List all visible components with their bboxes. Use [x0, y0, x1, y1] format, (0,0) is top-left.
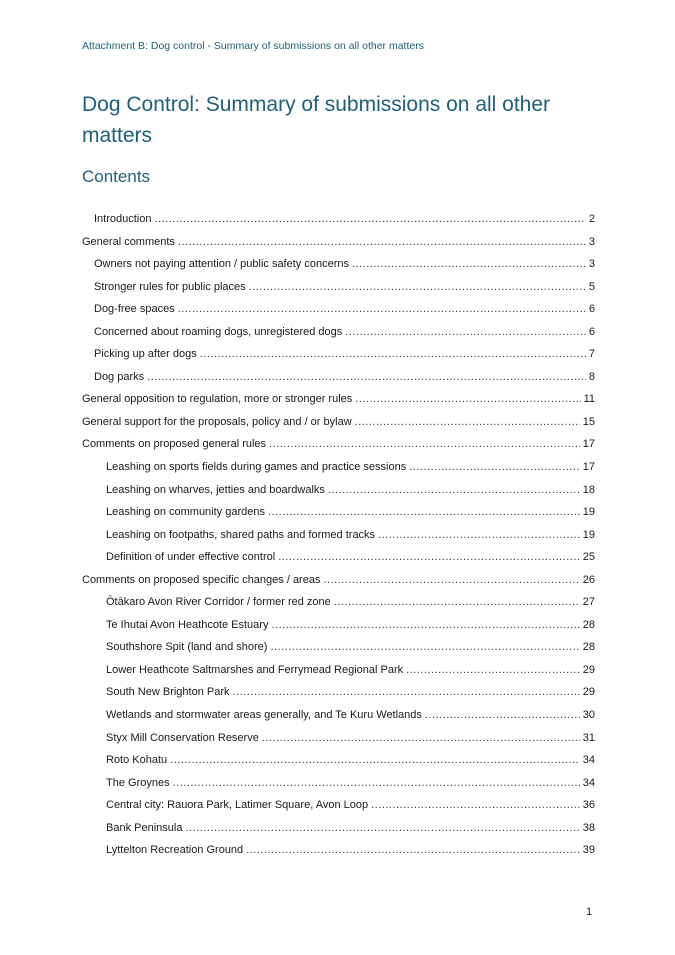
toc-dot-leader: [173, 777, 580, 789]
toc-entry-page: 19: [582, 528, 595, 541]
toc-entry-title: Leashing on footpaths, shared paths and formed tracks: [106, 528, 376, 541]
toc-entry-page: 17: [582, 438, 595, 451]
toc-entry-title: Southshore Spit (land and shore): [106, 641, 268, 654]
toc-entry-title: Central city: Rauora Park, Latimer Square, Avon Loop: [106, 799, 369, 812]
toc-entry[interactable]: [82, 416, 595, 439]
toc-entry[interactable]: [82, 754, 595, 777]
toc-dot-leader: [268, 506, 580, 518]
toc-entry[interactable]: [82, 822, 595, 845]
toc-entry-title: Stronger rules for public places: [94, 280, 246, 293]
toc-entry-title: Dog parks: [94, 370, 145, 383]
toc-entry-title: Leashing on wharves, jetties and boardwalks: [106, 483, 325, 496]
toc-entry-title: Leashing on sports fields during games and practice sessions: [106, 461, 407, 474]
toc-entry[interactable]: [82, 664, 595, 687]
toc-entry-page: 6: [588, 303, 595, 316]
toc-entry-page: 25: [582, 551, 595, 564]
page-number: 1: [586, 906, 593, 918]
toc-dot-leader: [154, 213, 585, 225]
toc-dot-leader: [170, 754, 580, 766]
toc-dot-leader: [371, 799, 580, 811]
toc-entry[interactable]: [82, 326, 595, 349]
toc-entry[interactable]: [82, 281, 595, 304]
toc-entry-page: 29: [582, 686, 595, 699]
toc-entry-title: General opposition to regulation, more or stronger rules: [82, 393, 353, 406]
toc-dot-leader: [352, 258, 586, 270]
toc-dot-leader: [406, 664, 580, 676]
toc-dot-leader: [345, 326, 586, 338]
toc-entry[interactable]: [82, 529, 595, 552]
toc-entry-title: Definition of under effective control: [106, 551, 276, 564]
toc-entry-page: 38: [582, 821, 595, 834]
toc-dot-leader: [233, 686, 580, 698]
toc-entry[interactable]: [82, 371, 595, 394]
toc-entry-title: The Groynes: [106, 776, 170, 789]
toc-dot-leader: [409, 461, 580, 473]
toc-entry-page: 28: [582, 641, 595, 654]
toc-dot-leader: [178, 236, 586, 248]
toc-dot-leader: [355, 416, 580, 428]
toc-entry-title: Bank Peninsula: [106, 821, 183, 834]
toc-entry-page: 18: [582, 483, 595, 496]
toc-dot-leader: [178, 303, 586, 315]
toc-entry-page: 29: [582, 663, 595, 676]
toc-entry-title: South New Brighton Park: [106, 686, 230, 699]
toc-dot-leader: [328, 484, 580, 496]
toc-entry-page: 27: [582, 596, 595, 609]
toc-entry-page: 6: [588, 325, 595, 338]
toc-entry[interactable]: [82, 596, 595, 619]
toc-entry[interactable]: [82, 551, 595, 574]
toc-entry-page: 30: [582, 709, 595, 722]
toc-entry-title: Introduction: [94, 213, 152, 225]
toc-dot-leader: [355, 393, 580, 405]
toc-entry-title: General support for the proposals, policy and / or bylaw: [82, 415, 352, 428]
toc-entry[interactable]: [82, 484, 595, 507]
toc-dot-leader: [271, 619, 579, 631]
toc-entry-title: Comments on proposed general rules: [82, 438, 267, 451]
toc-dot-leader: [334, 596, 580, 608]
toc-entry-title: Lyttelton Recreation Ground: [106, 844, 244, 857]
toc-dot-leader: [269, 438, 580, 450]
toc-entry-title: General comments: [82, 235, 175, 248]
toc-entry[interactable]: [82, 303, 595, 326]
toc-entry-page: 7: [588, 348, 595, 361]
toc-entry-page: 34: [582, 754, 595, 767]
toc-entry-title: Ōtākaro Avon River Corridor / former red zone: [106, 596, 331, 609]
toc-dot-leader: [200, 348, 586, 360]
toc-entry-page: 19: [582, 506, 595, 519]
toc-entry[interactable]: [82, 574, 595, 597]
toc-entry-page: 3: [588, 258, 595, 271]
toc-dot-leader: [246, 844, 580, 856]
toc-dot-leader: [270, 641, 579, 653]
toc-entry-title: Roto Kohatu: [106, 754, 168, 767]
toc-entry[interactable]: [82, 732, 595, 755]
toc-entry[interactable]: [82, 506, 595, 529]
toc-entry[interactable]: [82, 709, 595, 732]
toc-entry-page: 3: [588, 235, 595, 248]
toc-entry-page: 39: [582, 844, 595, 857]
toc-dot-leader: [147, 371, 586, 383]
toc-dot-leader: [262, 732, 580, 744]
document-title: Dog Control: Summary of submissions on all other matters: [82, 93, 551, 147]
toc-entry-page: 28: [582, 618, 595, 631]
toc-entry-page: 17: [582, 461, 595, 474]
toc-entry-title: Lower Heathcote Saltmarshes and Ferrymead Regional Park: [106, 663, 404, 676]
toc-dot-leader: [323, 574, 579, 586]
toc-dot-leader: [185, 822, 579, 834]
toc-entry-title: Leashing on community gardens: [106, 506, 265, 519]
toc-entry[interactable]: [82, 461, 595, 484]
contents-heading: Contents: [82, 167, 151, 186]
toc-entry-page: 15: [582, 415, 595, 428]
toc-entry-page: 2: [588, 213, 595, 225]
toc-entry-page: 26: [582, 573, 595, 586]
toc-entry[interactable]: [82, 844, 595, 867]
toc-entry-page: 36: [582, 799, 595, 812]
toc-entry[interactable]: [82, 438, 595, 461]
toc-entry[interactable]: [82, 258, 595, 281]
toc-dot-leader: [249, 281, 586, 293]
toc-entry-page: 11: [583, 393, 595, 406]
table-of-contents: [82, 213, 595, 867]
toc-entry-title: Owners not paying attention / public safety concerns: [94, 258, 349, 271]
toc-entry[interactable]: [82, 236, 595, 259]
toc-entry-title: Te Ihutai Avon Heathcote Estuary: [106, 618, 269, 631]
toc-entry[interactable]: [82, 799, 595, 822]
toc-entry[interactable]: [82, 213, 595, 236]
toc-entry-title: Concerned about roaming dogs, unregistered dogs: [94, 325, 343, 338]
toc-entry[interactable]: [82, 686, 595, 709]
toc-entry[interactable]: [82, 348, 595, 371]
toc-entry-page: 8: [588, 370, 595, 383]
toc-dot-leader: [425, 709, 580, 721]
toc-entry-page: 31: [582, 731, 595, 744]
running-header: Attachment B: Dog control - Summary of submissions on all other matters: [82, 40, 424, 52]
toc-entry-title: Styx Mill Conservation Reserve: [106, 731, 259, 744]
toc-entry-page: 34: [582, 776, 595, 789]
toc-entry-title: Comments on proposed specific changes / areas: [82, 573, 321, 586]
toc-entry[interactable]: [82, 619, 595, 642]
toc-entry[interactable]: [82, 393, 595, 416]
toc-entry-page: 5: [588, 280, 595, 293]
toc-entry[interactable]: [82, 777, 595, 800]
toc-entry-title: Picking up after dogs: [94, 348, 197, 361]
toc-entry-title: Dog-free spaces: [94, 303, 175, 316]
toc-entry[interactable]: [82, 641, 595, 664]
toc-dot-leader: [378, 529, 580, 541]
toc-entry-title: Wetlands and stormwater areas generally, and Te Kuru Wetlands: [106, 709, 422, 722]
toc-dot-leader: [278, 551, 580, 563]
